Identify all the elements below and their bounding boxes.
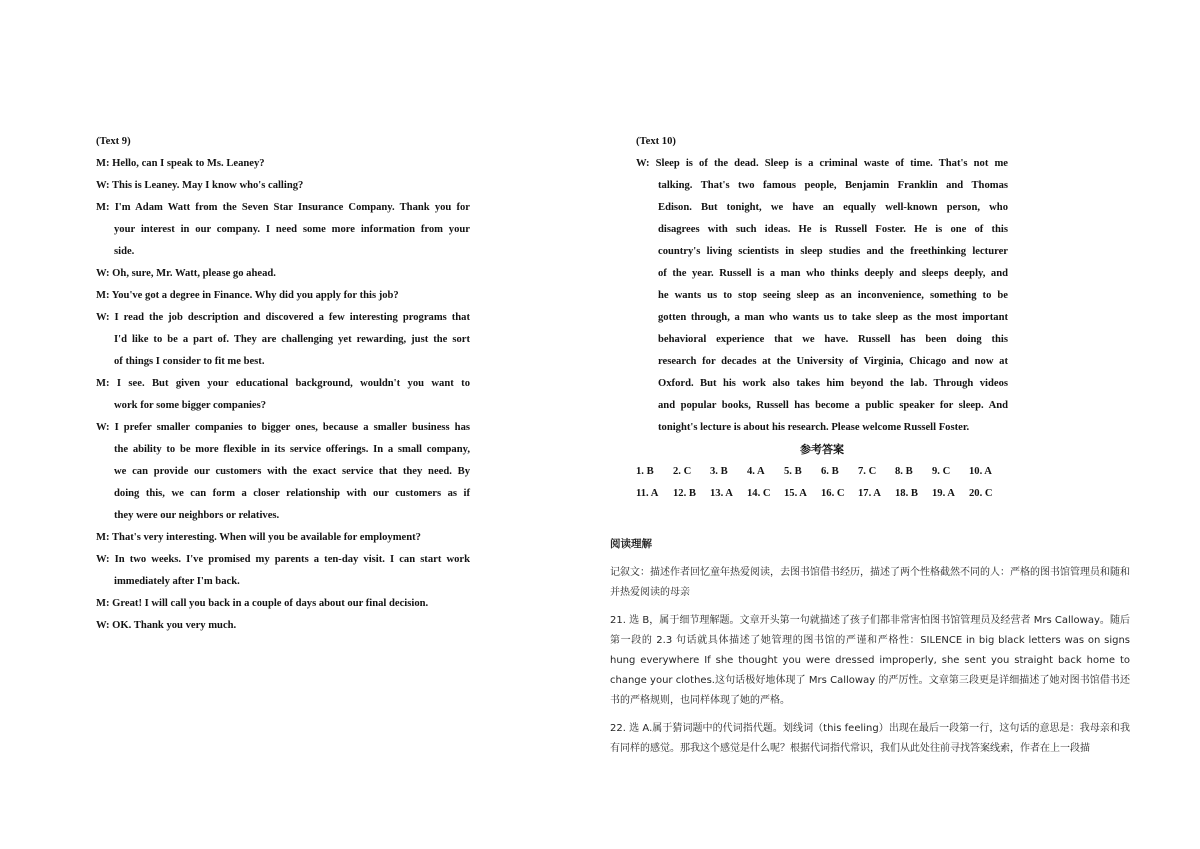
dialogue-line: I'd like to be a part of. They are challenging yet rewarding, just the sort <box>114 334 470 345</box>
monologue-line: disagrees with such ideas. He is Russell Foster. He is one of this <box>658 224 1008 235</box>
dialogue-line: W: This is Leaney. May I know who's calling? <box>96 180 304 191</box>
answer-row-1 <box>636 461 1008 483</box>
dialogue-line: M: You've got a degree in Finance. Why did you apply for this job? <box>96 290 399 301</box>
dialogue-line: W: Oh, sure, Mr. Watt, please go ahead. <box>96 268 276 279</box>
answer-item: 14. C <box>747 488 771 499</box>
answer-key-heading: 参考答案 <box>800 443 844 456</box>
monologue-line: behavioral experience that we have. Russell has been doing this <box>658 334 1008 345</box>
answer-item: 18. B <box>895 488 918 499</box>
dialogue-line: W: OK. Thank you very much. <box>96 620 237 631</box>
monologue-line: and popular books, Russell has become a public speaker for sleep. And <box>658 400 1008 411</box>
monologue-line: tonight's lecture is about his research. Please welcome Russell Foster. <box>658 422 970 433</box>
answer-item: 1. B <box>636 466 654 477</box>
dialogue-line: W: I read the job description and discovered a few interesting programs that <box>96 312 470 323</box>
answer-item: 3. B <box>710 466 728 477</box>
answer-item: 8. B <box>895 466 913 477</box>
dialogue-line: immediately after I'm back. <box>114 576 240 587</box>
monologue-line: he wants us to stop seeing sleep as an inconvenience, something to be <box>658 290 1008 301</box>
answer-item: 7. C <box>858 466 877 477</box>
dialogue-line: doing this, we can form a closer relationship with our customers as if <box>114 488 470 499</box>
dialogue-line: M: Great! I will call you back in a couple of days about our final decision. <box>96 598 429 609</box>
dialogue-line: M: I see. But given your educational background, wouldn't you want to <box>96 378 470 389</box>
dialogue-line: they were our neighbors or relatives. <box>114 510 280 521</box>
answer-item: 5. B <box>784 466 802 477</box>
dialogue-line: M: I'm Adam Watt from the Seven Star Insurance Company. Thank you for <box>96 202 470 213</box>
answer-item: 10. A <box>969 466 992 477</box>
monologue-line: Edison. But tonight, we have an equally well-known person, who <box>658 202 1008 213</box>
dialogue-line: M: Hello, can I speak to Ms. Leaney? <box>96 158 265 169</box>
answer-item: 9. C <box>932 466 951 477</box>
answer-item: 2. C <box>673 466 692 477</box>
dialogue-line: M: That's very interesting. When will you be available for employment? <box>96 532 421 543</box>
dialogue-line: work for some bigger companies? <box>114 400 267 411</box>
text10-transcript <box>636 131 1008 505</box>
answer-item: 4. A <box>747 466 765 477</box>
answer-item: 11. A <box>636 488 659 499</box>
reading-intro: 记叙文：描述作者回忆童年热爱阅读，去图书馆借书经历，描述了两个性格截然不同的人：严格的图书馆管理员和随和并热爱阅读的母亲 <box>610 567 1130 598</box>
answer-row-2 <box>636 483 1008 505</box>
dialogue-line: your interest in our company. I need some more information from your <box>114 224 470 235</box>
dialogue-line: W: In two weeks. I've promised my parents a ten-day visit. I can start work <box>96 554 470 565</box>
answer-item: 17. A <box>858 488 881 499</box>
answer-item: 12. B <box>673 488 696 499</box>
answer-item: 16. C <box>821 488 845 499</box>
text9-transcript <box>96 131 470 637</box>
dialogue-line: side. <box>114 246 135 257</box>
answer-item: 13. A <box>710 488 733 499</box>
dialogue-line: W: I prefer smaller companies to bigger ones, because a smaller business has <box>96 422 470 433</box>
dialogue-line: of things I consider to fit me best. <box>114 356 265 367</box>
monologue-line: research for decades at the University of Virginia, Chicago and now at <box>658 356 1008 367</box>
answer-item: 19. A <box>932 488 955 499</box>
monologue-line: W: Sleep is of the dead. Sleep is a criminal waste of time. That's not me <box>636 158 1008 169</box>
monologue-line: gotten through, a man who wants us to take sleep as the most important <box>658 312 1008 323</box>
text10-label: (Text 10) <box>636 136 676 147</box>
monologue-line: country's living scientists in sleep studies and the freethinking lecturer <box>658 246 1008 257</box>
text9-label: (Text 9) <box>96 136 131 147</box>
answer-item: 15. A <box>784 488 807 499</box>
answer-item: 6. B <box>821 466 839 477</box>
answer-item: 20. C <box>969 488 993 499</box>
reading-analysis <box>610 536 1130 767</box>
reading-title: 阅读理解 <box>610 538 652 550</box>
dialogue-line: we can provide our customers with the exact service that they need. By <box>114 466 470 477</box>
dialogue-line: the ability to be more flexible in its service offerings. In a small company, <box>114 444 470 455</box>
monologue-line: talking. That's two famous people, Benjamin Franklin and Thomas <box>658 180 1008 191</box>
monologue-line: Oxford. But his work also takes him beyond the lab. Through videos <box>658 378 1008 389</box>
monologue-line: of the year. Russell is a man who thinks deeply and sleeps deeply, and <box>658 268 1008 279</box>
question-21-explanation: 21. 选 B，属于细节理解题。文章开头第一句就描述了孩子们都非常害怕图书馆管理员及经营者 Mrs Calloway。随后第一段的 2.3 句话就具体描述了她管理的图书馆的严谨和严格性：SILENCE in big black letters was on signs hung everywhere If she thought you were dressed improperly, she sent you straight back home to change your clothes.这句话极好地体现了 Mrs Calloway 的严厉性。文章第三段更是详细描述了她对图书馆借书还书的严格规则，也同样体现了她的严格。 <box>610 615 1130 706</box>
question-22-explanation: 22. 选 A.属于猜词题中的代词指代题。划线词（this feeling）出现在最后一段第一行，这句话的意思是：我母亲和我有同样的感觉。那我这个感觉是什么呢？根据代词指代常识，我们从此处往前寻找答案线索，作者在上一段描 <box>610 723 1130 754</box>
